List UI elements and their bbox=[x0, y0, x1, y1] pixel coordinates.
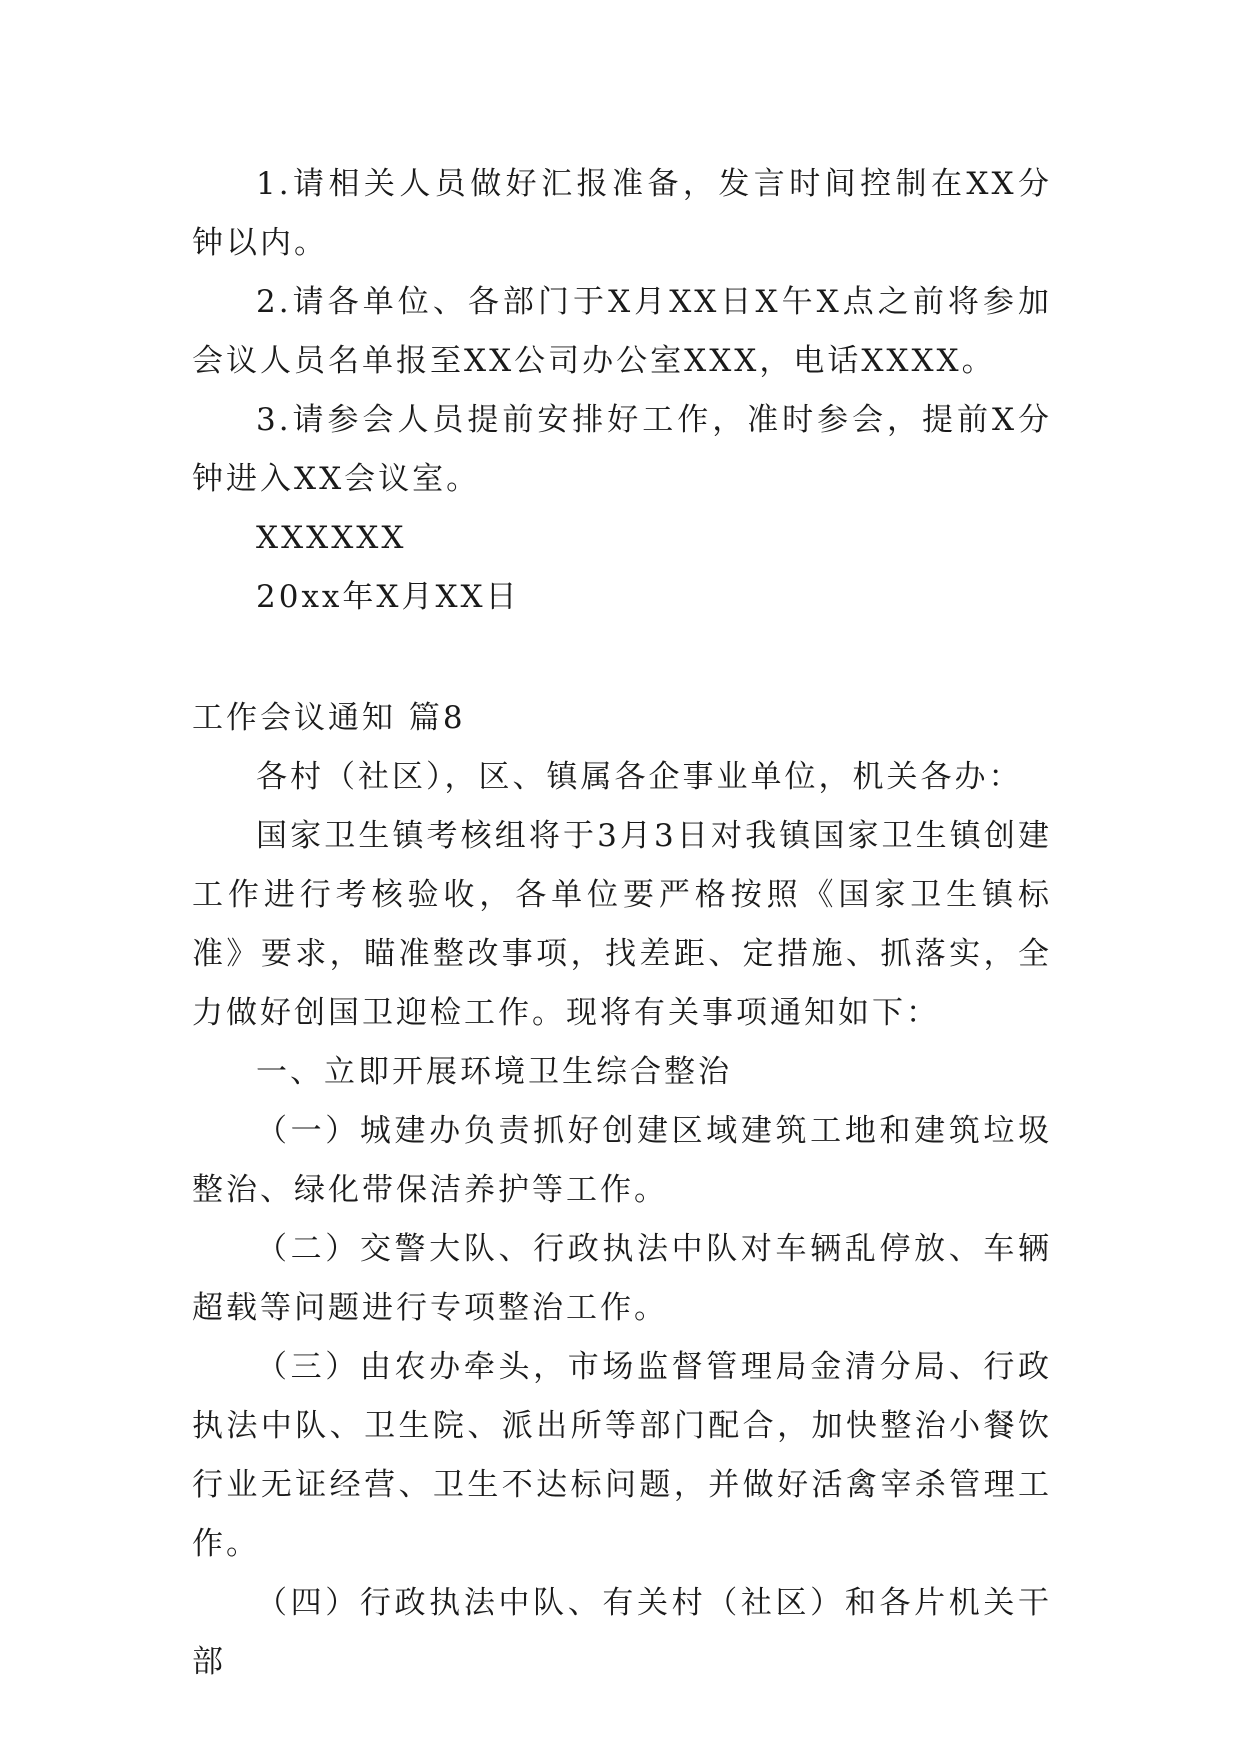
task-item-2: （二）交警大队、行政执法中队对车辆乱停放、车辆超载等问题进行专项整治工作。 bbox=[192, 1231, 1052, 1326]
notice-item-2: 2.请各单位、各部门于X月XX日X午X点之前将参加会议人员名单报至XX公司办公室XXX，电话XXXX。 bbox=[192, 284, 1053, 379]
section-gap bbox=[192, 627, 1052, 689]
task-item-4: （四）行政执法中队、有关村（社区）和各片机关干部 bbox=[192, 1585, 1052, 1680]
notice-date: 20xx年X月XX日 bbox=[256, 579, 520, 615]
signature: XXXXXX bbox=[256, 520, 407, 556]
task-item-1: （一）城建办负责抓好创建区域建筑工地和建筑垃圾整治、绿化带保洁养护等工作。 bbox=[192, 1113, 1052, 1208]
document-body bbox=[192, 155, 1052, 1692]
salutation: 各村（社区），区、镇属各企事业单位，机关各办： bbox=[256, 759, 1023, 795]
section-title: 工作会议通知 篇8 bbox=[192, 700, 466, 736]
intro-paragraph: 国家卫生镇考核组将于3月3日对我镇国家卫生镇创建工作进行考核验收，各单位要严格按照《国家卫生镇标准》要求，瞄准整改事项，找差距、定措施、抓落实，全力做好创国卫迎检工作。现将有关事项通知如下： bbox=[192, 818, 1052, 1031]
notice-item-3: 3.请参会人员提前安排好工作，准时参会，提前X分钟进入XX会议室。 bbox=[192, 402, 1052, 497]
notice-item-1: 1.请相关人员做好汇报准备，发言时间控制在XX分钟以内。 bbox=[192, 166, 1052, 261]
subheading: 一、立即开展环境卫生综合整治 bbox=[256, 1054, 732, 1090]
task-item-3: （三）由农办牵头，市场监督管理局金清分局、行政执法中队、卫生院、派出所等部门配合，加快整治小餐饮行业无证经营、卫生不达标问题，并做好活禽宰杀管理工作。 bbox=[192, 1349, 1052, 1562]
